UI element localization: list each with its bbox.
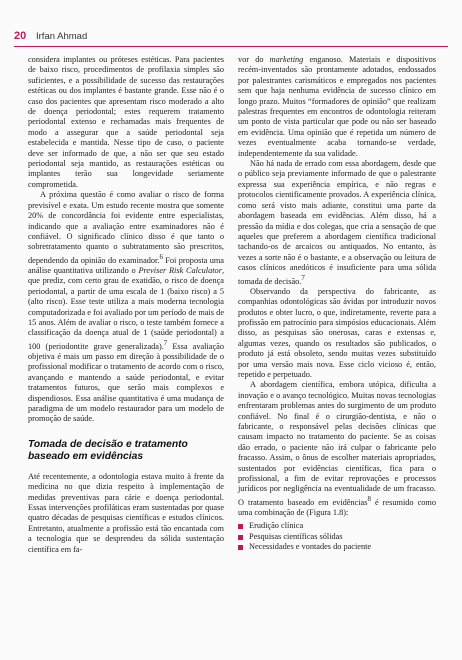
paragraph-text: Foi proposta uma análise quantitativa utilizando o <box>28 255 224 275</box>
header-rule <box>14 46 448 47</box>
section-heading: Tomada de decisão e tratamento baseado em evidências <box>28 438 188 463</box>
running-header <box>14 30 448 44</box>
list-item <box>238 542 436 552</box>
paragraph: Observando da perspectiva do fabricante, as companhias odontológicas são ávidas por introduzir novos produtos e obter lucro, o que, indiretamente, reverte para a profissão em patrocínio para simpósios educacionais. Além disso, as pesquisas são onerosas, caras e extensas e, algumas vezes, quando os resultados são publicados, o produto já está obsoleto, sendo muitas vezes substituído por uma versão mais nova. Esse ciclo vicioso é, então, repetido e perpetuado. <box>238 286 436 379</box>
right-column <box>238 55 436 553</box>
citation-superscript: 6 <box>159 253 163 261</box>
running-head-author: Irfan Ahmad <box>36 31 88 42</box>
paragraph-text: vor do <box>238 55 270 64</box>
paragraph-text: A próxima questão é como avaliar o risco de forma previsível e exata. Um estudo recente mostra que somente 20% de concordância foi evidente entre especialistas, indicando que a avaliação entre examinadores não é confiável. O significado clínico disso é que tanto o sobretratamento quanto o subtratamento são prescritos, dependendo da opinião do examinador. <box>28 190 224 265</box>
emphasis-text: marketing <box>269 55 304 64</box>
paragraph: considera implantes ou próteses estéticas. Para pacientes de baixo risco, procedimentos de profilaxia simples são suficientes, e a possibilidade de sucesso das restaurações estéticas ou dos implantes é bastante grande. Esse não é o caso dos pacientes que apresentam risco moderado a alto de doença periodontal; estes requerem tratamento periodontal extenso e rechamadas mais frequentes de modo a assegurar que a saúde periodontal seja estabelecida e mantida. Nesse tipo de caso, o paciente deve ser informado de que, a não ser que seu estado periodontal seja mantido, as restaurações estéticas ou implantes terão sua longevidade seriamente comprometida. <box>28 55 224 189</box>
product-name: Previser Risk Calculator <box>138 265 222 275</box>
paragraph-text: , que prediz, com certo grau de exatidão, o risco de doença periodontal, a partir de uma escala de 1 (baixo risco) a 5 (alto risco). Esse teste utiliza a mais moderna tecnologia computadorizada e foi avaliado por um período de mais de 15 anos. Além de avaliar o risco, o teste também fornece a classificação da doença atual de 1 (saúde periodontal) a 100 (periodontite grave generalizada). <box>28 265 225 351</box>
list-item <box>238 521 436 531</box>
list-item-text: Erudição clínica <box>249 521 304 531</box>
list-item <box>238 532 436 542</box>
list-item-text: Necessidades e vontades do paciente <box>249 542 372 552</box>
citation-superscript: 7 <box>163 339 168 347</box>
square-bullet-icon <box>238 545 243 550</box>
paragraph: Até recentemente, a odontologia estava muito à frente da medicina no que dizia respeito à implementação de medidas preventivas para cárie e doença periodontal. Essas intervenções profiláticas eram sustentadas por quase quatro décadas de pesquisas científicas e estudos clínicos. Entretanto, atualmente a profissão está tão encantada com a tecnologia que se desprendeu da sólida sustentação científica em fa- <box>28 471 224 554</box>
bullet-list <box>238 521 436 552</box>
page-number: 20 <box>14 30 27 42</box>
paragraph-text: Não há nada de errado com essa abordagem, desde que o público seja previamente informado de que o palestrante expressa sua experiência empírica, e não regras e protocolos cientificamente provados. A experiência clínica, como será visto mais adiante, constitui uma parte da abordagem baseada em evidências. Além disso, há a pressão da mídia e dos colegas, que cria a sensação de que aqueles que preferem a abordagem científica tradicional tachando-os de arcaicos ou antiquados. No entanto, às vezes a sorte não é o bastante, e a observação ou leitura de casos clínicos anedóticos é insuficiente para uma sólida tomada de decisão. <box>238 159 436 286</box>
paragraph-text: é resumido como uma combinação de (Figura 1.8): <box>238 497 437 517</box>
paragraph-text: Essa avaliação objetiva é mais um passo em direção à possibilidade de o profissional modificar o tratamento de acordo com o risco, avançando e mantendo a saúde periodontal, e evitar tratamentos futuros, que serão mais complexos e dispendiosos. Essa análise quantitativa é uma mudança de paradigma de um modelo restaurador para um modelo de promoção de saúde. <box>28 341 224 424</box>
paragraph-text: enganoso. Materiais e dispositivos recém-inventados são prontamente adotados, endossados por palestrantes carismáticos e empregados nos pacientes sem que haja nenhuma evidência de sucesso clínico em longo prazo. Muitos “formadores de opinião” que realizam palestras frequentes em encontros de odontologia reiteram um ponto de vista particular que pode ou não ser baseado em evidência. Uma opinião que é repetida um número de vezes eventualmente acaba tornando-se verdade, independentemente da sua validade. <box>238 55 436 158</box>
paragraph <box>238 55 436 159</box>
citation-superscript: 7 <box>301 274 305 282</box>
paragraph <box>238 380 436 518</box>
paragraph <box>28 190 224 424</box>
list-item-text: Pesquisas científicas sólidas <box>249 531 343 541</box>
paragraph-text: A abordagem científica, embora utópica, dificulta a inovação e o avanço tecnológico. Muitas novas tecnologias enfrentaram problemas antes do surgimento de um produto confiável. No final é o cirurgião-dentista, e não o fabricante, o responsável pelas decisões clínicas que causam impacto no tratamento do paciente. Se as coisas dão errado, o paciente não irá culpar o fabricante pelo fracasso. Assim, o ônus de escolher materiais apropriados, sustentados por evidências científicas, fica para o profissional, a fim de evitar reprovações e processos jurídicos por negligência na eventualidade de um fracasso. O tratamento baseado em evidências <box>238 380 436 507</box>
left-column <box>28 55 224 555</box>
square-bullet-icon <box>238 535 243 540</box>
paragraph <box>238 159 436 287</box>
citation-superscript: 8 <box>367 495 371 503</box>
square-bullet-icon <box>238 524 243 529</box>
